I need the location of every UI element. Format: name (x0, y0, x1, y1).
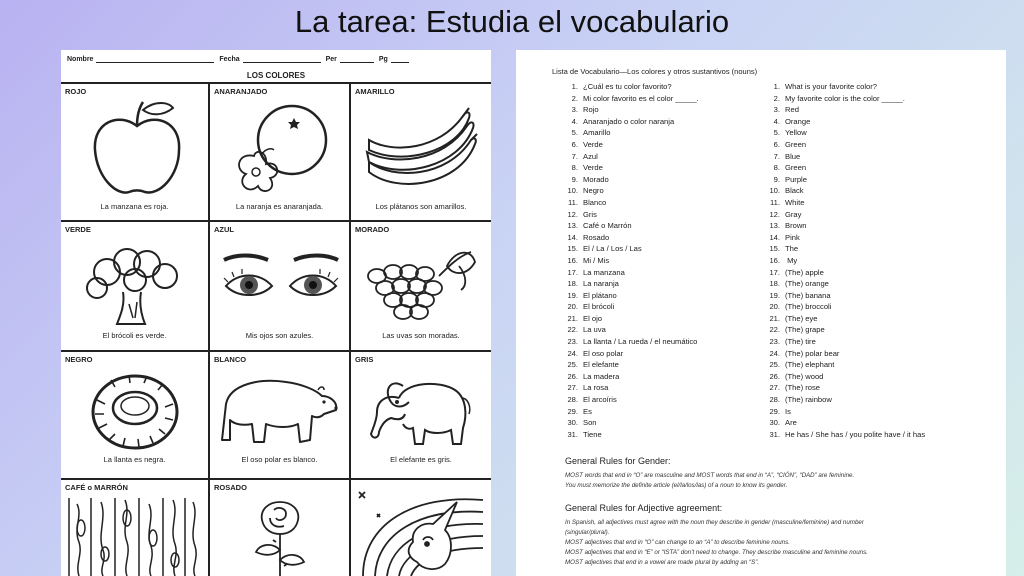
rule-line: MOST words that end in “O” are masculine and MOST words that end in “A”, “CIÓN”, “DAD” are feminine. (565, 472, 855, 479)
orange-icon (228, 102, 332, 198)
colors-worksheet (61, 50, 491, 576)
rule-line: MOST adjectives that end in “O” can change to an “A” to describe feminine nouns. (565, 539, 790, 546)
vocab-term: (The) rainbow (785, 395, 832, 405)
vocab-term: Purple (785, 174, 807, 184)
vocab-term: El brócoli (583, 302, 615, 312)
vocab-item (562, 104, 699, 116)
vocab-number: 25. (769, 360, 780, 370)
vocab-item (562, 162, 699, 174)
vocab-item (764, 197, 925, 209)
tire-icon (89, 370, 181, 452)
vocab-item (764, 301, 925, 313)
vocab-number: 23. (769, 337, 780, 347)
vocab-number: 27. (567, 383, 578, 393)
cell-label: ROJO (65, 87, 87, 96)
vocab-term: El arcoíris (583, 395, 617, 405)
vocab-number: 25. (567, 360, 578, 370)
vocab-term: La naranja (583, 279, 619, 289)
eyes-icon (220, 252, 342, 312)
vocab-number: 8. (773, 163, 780, 173)
vocab-item (764, 278, 925, 290)
vocab-number: 11. (568, 197, 578, 207)
cell-caption: Mis ojos son azules. (245, 331, 314, 340)
vocab-number: 10. (769, 186, 780, 196)
vocab-term: Brown (785, 221, 807, 231)
vocab-term: He has / She has / you polite have / it has (785, 429, 926, 439)
cell-label: MORADO (355, 225, 390, 234)
cell-label: ANARANJADO (214, 87, 268, 96)
vocab-item (764, 371, 925, 383)
vocab-item (764, 417, 925, 429)
vocab-term: Amarillo (583, 128, 611, 138)
color-cell-unicorn (351, 480, 491, 576)
vocab-term: ¿Cuál es tu color favorito? (583, 82, 672, 91)
vocab-item (764, 81, 925, 93)
rose-icon (248, 498, 312, 576)
nombre-label: Nombre (67, 56, 94, 63)
color-cell-cafe (61, 480, 210, 576)
vocab-term: El ojo (583, 313, 602, 323)
banana-icon (363, 106, 479, 194)
vocab-term: La manzana (583, 267, 625, 277)
apple-icon (89, 98, 185, 198)
vocab-number: 4. (571, 116, 578, 126)
rule-line: You must memorize the definite article (el/la/los/las) of a noun to know its gender. (565, 482, 788, 489)
vocab-term: Are (785, 418, 797, 428)
vocab-number: 5. (773, 128, 780, 138)
vocab-number: 1. (773, 82, 780, 91)
color-cell-gris (351, 352, 491, 480)
vocab-number: 31. (567, 429, 578, 439)
vocab-item (562, 301, 699, 313)
color-cell-morado (351, 222, 491, 352)
vocab-term: (The) wood (785, 371, 824, 381)
vocab-number: 2. (773, 93, 780, 103)
vocab-number: 13. (769, 221, 780, 231)
vocab-term: (The) rose (785, 383, 821, 393)
vocab-item (764, 104, 925, 116)
vocab-term: Yellow (785, 128, 807, 138)
rule-line: MOST adjectives that end in “E” or “ISTA” don’t need to change. They describe masculine and feminine nouns. (565, 549, 868, 556)
vocab-item (764, 127, 925, 139)
vocab-item (764, 116, 925, 128)
cell-label: AZUL (214, 225, 234, 234)
vocab-item (764, 324, 925, 336)
vocab-number: 15. (567, 244, 578, 254)
fecha-blank (243, 55, 321, 63)
vocab-number: 14. (567, 232, 578, 242)
vocab-term: Tiene (583, 429, 602, 439)
vocab-item (764, 429, 925, 441)
elephant-icon (369, 368, 473, 450)
vocab-number: 13. (567, 221, 578, 231)
vocab-item (562, 348, 699, 360)
vocab-item (764, 93, 925, 105)
fecha-label: Fecha (219, 56, 240, 63)
vocab-item (562, 209, 699, 221)
vocab-item (562, 336, 699, 348)
slide-title: La tarea: Estudia el vocabulario (294, 4, 730, 39)
vocab-number: 26. (567, 371, 578, 381)
cell-caption: La manzana es roja. (100, 202, 169, 211)
vocab-item (562, 417, 699, 429)
vocab-item (562, 93, 699, 105)
vocab-term: La madera (583, 371, 620, 381)
vocab-item (562, 116, 699, 128)
vocab-term: El / La / Los / Las (583, 244, 642, 254)
color-cell-amarillo (351, 84, 491, 222)
vocab-number: 8. (571, 163, 578, 173)
vocab-item (562, 197, 699, 209)
vocab-item (562, 232, 699, 244)
vocab-term: Gris (583, 209, 597, 219)
cell-caption: Las uvas son moradas. (382, 331, 460, 340)
vocab-item (764, 406, 925, 418)
color-cell-rojo (61, 84, 210, 222)
vocab-term: Blue (785, 151, 801, 161)
vocab-item (764, 267, 925, 279)
vocab-number: 7. (571, 151, 578, 161)
vocab-number: 21. (769, 313, 780, 323)
rule-line: MOST adjectives that end in a vowel are made plural by adding an “S”. (565, 559, 759, 566)
vocab-number: 19. (567, 290, 578, 300)
vocab-term: (The) banana (785, 290, 831, 300)
vocab-number: 28. (769, 395, 780, 405)
vocab-number: 6. (571, 139, 578, 149)
vocab-item (764, 348, 925, 360)
color-cell-rosado (210, 480, 351, 576)
vocab-number: 14. (769, 232, 780, 242)
rule-line: In Spanish, all adjectives must agree with the noun they describe in gender (masculine/feminine) and number (565, 519, 864, 526)
vocab-item (764, 162, 925, 174)
vocab-item (562, 139, 699, 151)
spanish-vocab-list (562, 81, 699, 440)
cell-label: ROSADO (214, 483, 247, 492)
vocab-term: Rosado (583, 232, 610, 242)
vocab-term: Anaranjado o color naranja (583, 116, 675, 126)
vocab-number: 18. (567, 279, 578, 289)
vocab-number: 30. (567, 418, 578, 428)
color-cell-blanco (210, 352, 351, 480)
rule-line: (singular/plural). (565, 529, 610, 536)
vocabulary-sheet (516, 50, 1006, 576)
english-vocab-list (764, 81, 925, 440)
vocab-term: (The) orange (785, 279, 829, 289)
vocab-term: La llanta / La rueda / el neumático (583, 337, 698, 347)
cell-label: AMARILLO (355, 87, 395, 96)
vocab-term: Verde (583, 163, 603, 173)
vocab-term: Orange (785, 116, 811, 126)
vocab-number: 20. (769, 302, 780, 312)
vocab-item (562, 429, 699, 441)
vocab-item (562, 243, 699, 255)
vocab-number: 29. (567, 406, 578, 416)
color-cell-negro (61, 352, 210, 480)
gender-rules-heading: General Rules for Gender: (565, 456, 671, 466)
cell-label: CAFÉ o MARRÓN (65, 483, 128, 492)
vocab-item (562, 81, 699, 93)
vocab-term: (The) tire (785, 337, 816, 347)
vocab-term: My (785, 255, 798, 265)
vocab-number: 24. (769, 348, 780, 358)
vocab-term: El plátano (583, 290, 617, 300)
vocab-item (562, 267, 699, 279)
vocab-term: Is (785, 406, 791, 416)
vocab-term: Morado (583, 174, 609, 184)
vocab-item (764, 336, 925, 348)
vocab-item (562, 290, 699, 302)
vocab-number: 29. (769, 406, 780, 416)
cell-caption: El brócoli es verde. (102, 331, 167, 340)
vocab-number: 28. (567, 395, 578, 405)
per-blank (340, 55, 374, 63)
vocab-number: 6. (773, 139, 780, 149)
vocab-term: Gray (785, 209, 802, 219)
cell-caption: La naranja es anaranjada. (235, 202, 324, 211)
vocab-term: El oso polar (583, 348, 624, 358)
vocab-term: Azul (583, 151, 598, 161)
vocab-number: 16. (769, 255, 780, 265)
vocab-term: (The) broccoli (785, 302, 832, 312)
cell-caption: La llanta es negra. (103, 455, 166, 464)
vocab-number: 24. (567, 348, 578, 358)
vocab-item (764, 394, 925, 406)
cell-caption: El oso polar es blanco. (241, 455, 318, 464)
vocab-number: 17. (567, 267, 578, 277)
vocab-term: Es (583, 406, 592, 416)
vocab-number: 7. (773, 151, 780, 161)
broccoli-icon (83, 248, 187, 326)
grapes-icon (363, 246, 479, 330)
vocab-term: (The) grape (785, 325, 825, 335)
vocab-number: 10. (567, 186, 578, 196)
vocab-term: La uva (583, 325, 606, 335)
vocab-item (764, 174, 925, 186)
vocab-number: 31. (769, 429, 780, 439)
vocab-number: 19. (769, 290, 780, 300)
vocab-number: 12. (769, 209, 780, 219)
vocab-title: Lista de Vocabulario—Los colores y otros sustantivos (nouns) (552, 67, 758, 76)
cell-caption: Los plátanos son amarillos. (375, 202, 467, 211)
vocab-item (764, 313, 925, 325)
unicorn-rainbow-icon (353, 484, 489, 576)
vocab-number: 4. (773, 116, 780, 126)
vocab-item (562, 371, 699, 383)
wood-icon (65, 498, 205, 576)
cell-label: BLANCO (214, 355, 247, 364)
vocab-item (562, 185, 699, 197)
vocab-number: 9. (571, 174, 578, 184)
vocab-item (764, 255, 925, 267)
vocab-item (764, 185, 925, 197)
vocab-item (764, 209, 925, 221)
vocab-term: Pink (785, 232, 800, 242)
vocab-number: 3. (773, 105, 780, 115)
vocab-number: 12. (567, 209, 578, 219)
vocab-number: 11. (770, 197, 780, 207)
vocab-term: Blanco (583, 197, 607, 207)
vocab-term: My favorite color is the color _____. (785, 93, 905, 103)
vocab-term: (The) apple (785, 267, 824, 277)
vocab-number: 18. (769, 279, 780, 289)
vocab-item (562, 151, 699, 163)
vocab-item (562, 255, 699, 267)
vocab-number: 3. (571, 105, 578, 115)
vocab-item (764, 220, 925, 232)
color-cell-verde (61, 222, 210, 352)
vocab-term: Black (785, 186, 804, 196)
vocab-term: Rojo (583, 105, 599, 115)
vocab-term: Verde (583, 139, 603, 149)
vocab-number: 9. (773, 174, 780, 184)
color-cell-azul (210, 222, 351, 352)
vocab-item (562, 127, 699, 139)
vocab-number: 5. (571, 128, 578, 138)
vocab-item (764, 232, 925, 244)
adjective-rules-heading: General Rules for Adjective agreement: (565, 503, 723, 513)
worksheet-title: LOS COLORES (246, 71, 306, 80)
vocab-term: Mi color favorito es el color _____. (583, 93, 699, 103)
nombre-blank (96, 55, 214, 63)
color-cell-anaranjado (210, 84, 351, 222)
vocab-term: White (785, 197, 805, 207)
vocab-term: What is your favorite color? (785, 82, 878, 91)
vocab-number: 21. (567, 313, 578, 323)
vocab-term: (The) polar bear (785, 348, 840, 358)
vocab-term: Red (785, 105, 799, 115)
vocab-item (562, 382, 699, 394)
vocab-term: Mi / Mis (583, 255, 610, 265)
vocab-term: Green (785, 163, 807, 173)
vocab-item (562, 359, 699, 371)
vocab-item (562, 324, 699, 336)
vocab-number: 26. (769, 371, 780, 381)
pg-blank (391, 55, 409, 63)
vocab-term: Green (785, 139, 807, 149)
vocab-item (764, 243, 925, 255)
vocab-item (562, 313, 699, 325)
vocab-number: 22. (567, 325, 578, 335)
vocab-term: (The) eye (785, 313, 818, 323)
vocab-number: 1. (571, 82, 578, 91)
vocab-number: 15. (769, 244, 780, 254)
vocab-term: Café o Marrón (583, 221, 632, 231)
vocab-item (764, 359, 925, 371)
vocab-term: (The) elephant (785, 360, 835, 370)
per-label: Per (325, 56, 337, 63)
cell-caption: El elefante es gris. (390, 455, 452, 464)
vocab-term: Negro (583, 186, 604, 196)
polar-bear-icon (220, 374, 342, 450)
vocab-item (562, 220, 699, 232)
vocab-number: 17. (769, 267, 780, 277)
vocab-item (562, 394, 699, 406)
adjective-rules-text (565, 518, 985, 568)
vocab-number: 16. (567, 255, 578, 265)
cell-label: NEGRO (65, 355, 93, 364)
vocab-number: 22. (769, 325, 780, 335)
vocab-item (562, 406, 699, 418)
cell-label: GRIS (355, 355, 374, 364)
vocab-item (562, 278, 699, 290)
vocab-item (764, 151, 925, 163)
pg-label: Pg (378, 56, 388, 63)
color-grid (61, 82, 491, 576)
vocab-term: La rosa (583, 383, 609, 393)
gender-rules-text (565, 471, 985, 491)
cell-label: VERDE (65, 225, 91, 234)
vocab-term: Son (583, 418, 597, 428)
vocab-item (764, 290, 925, 302)
vocab-item (562, 174, 699, 186)
vocab-item (764, 139, 925, 151)
vocab-number: 27. (769, 383, 780, 393)
vocab-number: 2. (571, 93, 578, 103)
vocab-number: 23. (567, 337, 578, 347)
vocab-number: 20. (567, 302, 578, 312)
vocab-term: El elefante (583, 360, 619, 370)
worksheet-header (67, 55, 412, 63)
vocab-number: 30. (769, 418, 780, 428)
vocab-item (764, 382, 925, 394)
vocab-term: The (785, 244, 799, 254)
